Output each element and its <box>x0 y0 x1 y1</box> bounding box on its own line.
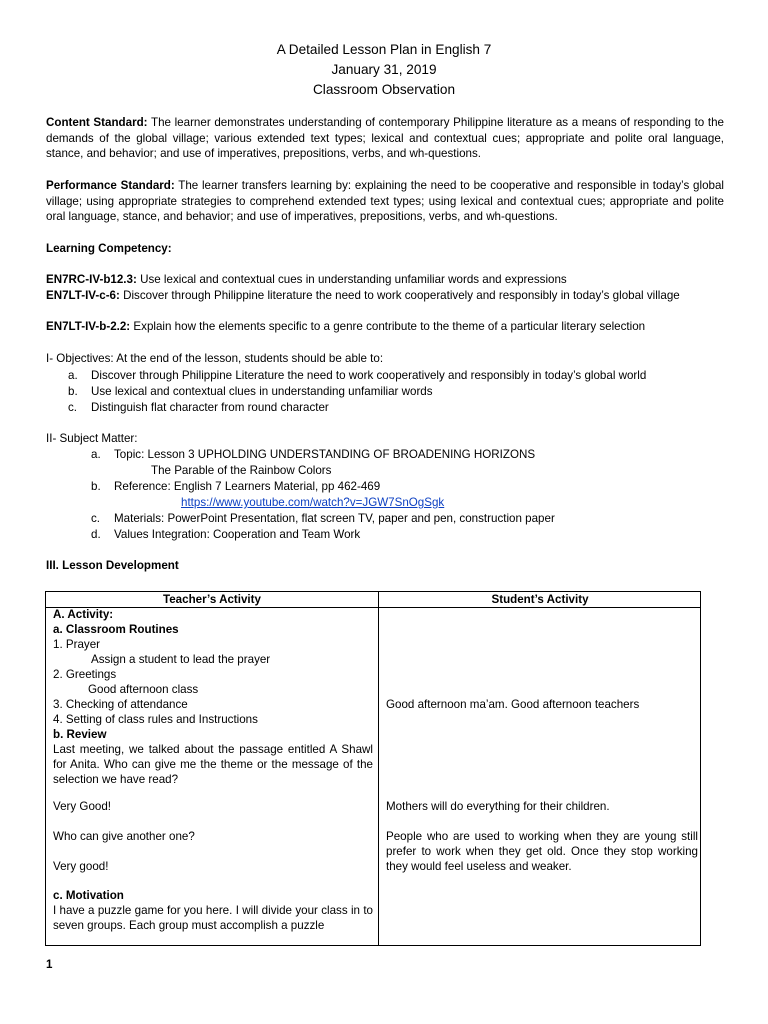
greeting-reply: Good afternoon ma’am. Good afternoon teachers <box>386 698 640 711</box>
competency-code: EN7LT-IV-c-6: <box>46 289 120 302</box>
content-standard-text: The learner demonstrates understanding of contemporary Philippine literature as a means of responding to the demands of the global village; various extended text types; lexical and contextual cues; appropriate and polite oral language, stance, and behavior; and use of imperatives, prepositions, verbs, and wh-questions. <box>46 116 725 161</box>
performance-standard-label: Performance Standard: <box>46 179 175 192</box>
performance-standard-text: The learner transfers learning by: explaining the need to be cooperative and responsible in today’s global village; using appropriate strategies to comprehend extended text types; using lexical and contextual cues; appropriate and polite oral language, stance, and behavior; and use of imperatives, prepositions, verbs, and wh-questions. <box>46 179 724 224</box>
objective-text: Use lexical and contextual clues in understanding unfamiliar words <box>91 385 433 398</box>
document-date: January 31, 2019 <box>331 62 437 77</box>
content-standard <box>46 115 724 162</box>
competency-item <box>46 288 724 304</box>
student-answer-1: Mothers will do everything for their children. <box>386 800 610 813</box>
rules-label: 4. Setting of class rules and Instructions <box>53 713 258 726</box>
objective-marker: a. <box>68 369 78 382</box>
attendance-label: 3. Checking of attendance <box>53 698 188 711</box>
subject-matter-heading: II- Subject Matter: <box>46 432 138 445</box>
greetings-label: 2. Greetings <box>53 668 117 681</box>
another-question: Who can give another one? <box>53 830 195 843</box>
topic-text: Topic: Lesson 3 UPHOLDING UNDERSTANDING OF BROADENING HORIZONS <box>114 448 536 461</box>
document-subtitle: Classroom Observation <box>312 82 456 97</box>
prayer-note: Assign a student to lead the prayer <box>91 653 271 666</box>
competency-item <box>46 272 724 288</box>
competency-text: Use lexical and contextual cues in understanding unfamiliar words and expressions <box>140 273 567 286</box>
greetings-note: Good afternoon class <box>88 683 199 696</box>
very-good-2: Very good! <box>53 860 109 873</box>
very-good-1: Very Good! <box>53 800 112 813</box>
subject-marker: b. <box>91 480 101 493</box>
student-activity-header: Student’s Activity <box>491 593 589 606</box>
prayer-label: 1. Prayer <box>53 638 101 651</box>
content-standard-label: Content Standard: <box>46 116 148 129</box>
subject-marker: c. <box>91 512 101 525</box>
competency-code: EN7RC-IV-b12.3: <box>46 273 137 286</box>
performance-standard <box>46 178 724 225</box>
objective-marker: b. <box>68 385 78 398</box>
subject-marker: a. <box>91 448 101 461</box>
teacher-activity-header: Teacher’s Activity <box>163 593 261 606</box>
activity-label: A. Activity: <box>53 608 114 621</box>
learning-competency-heading: Learning Competency: <box>46 242 172 255</box>
competency-item <box>46 319 724 335</box>
motivation-label: c. Motivation <box>53 889 124 902</box>
activity-table <box>45 591 701 946</box>
lesson-development-heading: III. Lesson Development <box>46 559 179 572</box>
subject-marker: d. <box>91 528 101 541</box>
objective-text: Distinguish flat character from round character <box>91 401 329 414</box>
materials-text: Materials: PowerPoint Presentation, flat screen TV, paper and pen, construction paper <box>114 512 555 525</box>
competency-text: Explain how the elements specific to a genre contribute to the theme of a particular literary selection <box>133 320 646 333</box>
objective-marker: c. <box>68 401 78 414</box>
routines-label: a. Classroom Routines <box>53 623 179 636</box>
document-title: A Detailed Lesson Plan in English 7 <box>276 42 492 57</box>
competency-code: EN7LT-IV-b-2.2: <box>46 320 131 333</box>
student-answer-2: People who are used to working when they are young still prefer to work when they get old. Once they stop working they would feel useless and weaker. <box>386 830 698 873</box>
objective-text: Discover through Philippine Literature the need to work cooperatively and responsibly in today’s global world <box>91 369 647 382</box>
column-divider <box>378 592 379 945</box>
motivation-text: I have a puzzle game for you here. I will divide your class in to seven groups. Each group must accomplish a puzzle <box>53 904 373 932</box>
page-number: 1 <box>46 958 53 971</box>
reference-link[interactable]: https://www.youtube.com/watch?v=JGW7SnOgSgk <box>181 496 445 509</box>
review-text: Last meeting, we talked about the passage entitled A Shawl for Anita. Who can give me the theme or the message of the selection we have read? <box>53 743 373 786</box>
values-text: Values Integration: Cooperation and Team Work <box>114 528 361 541</box>
objectives-heading: I- Objectives: At the end of the lesson, students should be able to: <box>46 352 384 365</box>
review-label: b. Review <box>53 728 107 741</box>
competency-text: Discover through Philippine literature the need to work cooperatively and responsibly in today’s global village <box>123 289 680 302</box>
reference-text: Reference: English 7 Learners Material, pp 462-469 <box>114 480 381 493</box>
topic-subtext: The Parable of the Rainbow Colors <box>151 464 332 477</box>
